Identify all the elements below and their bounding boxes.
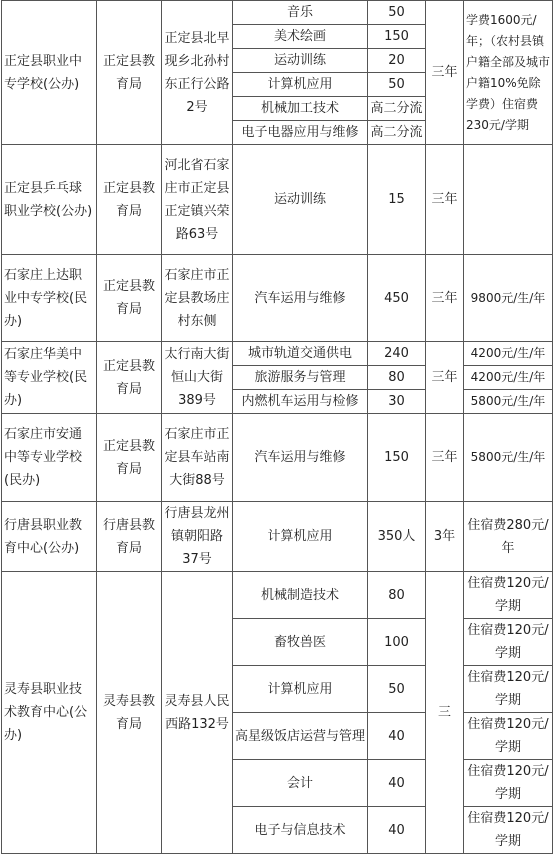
school-authority: 正定县教育局	[97, 255, 162, 342]
school-duration: 三年	[426, 145, 464, 255]
major-enroll: 240	[368, 342, 426, 366]
major-name: 计算机应用	[233, 502, 368, 572]
major-fee: 住宿费120元/学期	[464, 760, 553, 807]
school-address: 行唐县龙州镇朝阳路37号	[162, 502, 233, 572]
major-name: 计算机应用	[233, 666, 368, 713]
major-name: 会计	[233, 760, 368, 807]
school-address: 灵寿县人民西路132号	[162, 572, 233, 854]
major-name: 旅游服务与管理	[233, 366, 368, 390]
school-name: 正定县乒乓球职业学校(公办)	[2, 145, 97, 255]
major-enroll: 30	[368, 390, 426, 414]
school-name: 石家庄华美中等专业学校(民办)	[2, 342, 97, 414]
major-enroll: 20	[368, 49, 426, 73]
major-enroll: 150	[368, 414, 426, 502]
major-fee: 4200元/生/年	[464, 342, 553, 366]
major-enroll: 100	[368, 619, 426, 666]
major-name: 音乐	[233, 1, 368, 25]
school-authority: 正定县教育局	[97, 414, 162, 502]
major-name: 内燃机车运用与检修	[233, 390, 368, 414]
school-authority: 灵寿县教育局	[97, 572, 162, 854]
major-name: 机械制造技术	[233, 572, 368, 619]
table-row	[2, 342, 553, 366]
major-name: 计算机应用	[233, 73, 368, 97]
major-enroll: 350人	[368, 502, 426, 572]
school-name: 灵寿县职业技术教育中心(公办)	[2, 572, 97, 854]
school-name: 正定县职业中专学校(公办)	[2, 1, 97, 145]
major-name: 运动训练	[233, 49, 368, 73]
major-enroll: 50	[368, 1, 426, 25]
major-fee: 住宿费120元/学期	[464, 713, 553, 760]
school-authority: 正定县教育局	[97, 342, 162, 414]
major-fee: 4200元/生/年	[464, 366, 553, 390]
table-row	[2, 255, 553, 342]
major-enroll: 高二分流	[368, 97, 426, 121]
school-fee: 5800元/生/年	[464, 414, 553, 502]
school-address: 正定县北早现乡北孙村东正行公路2号	[162, 1, 233, 145]
school-name: 行唐县职业教育中心(公办)	[2, 502, 97, 572]
major-enroll: 50	[368, 73, 426, 97]
school-duration: 三年	[426, 255, 464, 342]
major-fee: 住宿费120元/学期	[464, 807, 553, 854]
major-enroll: 80	[368, 572, 426, 619]
table-row	[2, 502, 553, 572]
school-fee: 9800元/生/年	[464, 255, 553, 342]
major-enroll: 450	[368, 255, 426, 342]
major-name: 畜牧兽医	[233, 619, 368, 666]
major-enroll: 40	[368, 713, 426, 760]
school-enrollment-table	[1, 0, 553, 854]
school-address: 石家庄市正定县教场庄村东侧	[162, 255, 233, 342]
major-fee: 住宿费120元/学期	[464, 572, 553, 619]
major-fee: 住宿费120元/学期	[464, 619, 553, 666]
major-name: 运动训练	[233, 145, 368, 255]
school-fees: 学费1600元/年；（农村县镇户籍全部及城市户籍10%免除学费）住宿费230元/学期	[464, 1, 553, 145]
school-address: 河北省石家庄市正定县正定镇兴荣路63号	[162, 145, 233, 255]
school-duration: 三	[426, 572, 464, 854]
major-fee: 住宿费120元/学期	[464, 666, 553, 713]
table-row	[2, 572, 553, 619]
major-name: 汽车运用与维修	[233, 255, 368, 342]
school-name: 石家庄上达职业中专学校(民办)	[2, 255, 97, 342]
school-authority: 正定县教育局	[97, 145, 162, 255]
major-enroll: 80	[368, 366, 426, 390]
major-name: 美术绘画	[233, 25, 368, 49]
major-name: 机械加工技术	[233, 97, 368, 121]
school-duration: 3年	[426, 502, 464, 572]
major-enroll: 15	[368, 145, 426, 255]
major-name: 城市轨道交通供电	[233, 342, 368, 366]
major-name: 汽车运用与维修	[233, 414, 368, 502]
major-name: 电子电器应用与维修	[233, 121, 368, 145]
school-duration: 三年	[426, 342, 464, 414]
major-name: 高星级饭店运营与管理	[233, 713, 368, 760]
major-name: 电子与信息技术	[233, 807, 368, 854]
school-name: 石家庄市安通中等专业学校(民办)	[2, 414, 97, 502]
school-address: 太行南大街恒山大街389号	[162, 342, 233, 414]
major-fee: 5800元/生/年	[464, 390, 553, 414]
school-fee: 住宿费280元/年	[464, 502, 553, 572]
major-enroll: 40	[368, 760, 426, 807]
major-enroll: 150	[368, 25, 426, 49]
table-row	[2, 414, 553, 502]
table-row	[2, 1, 553, 25]
school-authority: 正定县教育局	[97, 1, 162, 145]
school-fee	[464, 145, 553, 255]
major-enroll: 50	[368, 666, 426, 713]
school-address: 石家庄市正定县车站南大街88号	[162, 414, 233, 502]
school-duration: 三年	[426, 1, 464, 145]
school-duration: 三年	[426, 414, 464, 502]
table-row	[2, 145, 553, 255]
major-enroll: 40	[368, 807, 426, 854]
major-enroll: 高二分流	[368, 121, 426, 145]
school-authority: 行唐县教育局	[97, 502, 162, 572]
